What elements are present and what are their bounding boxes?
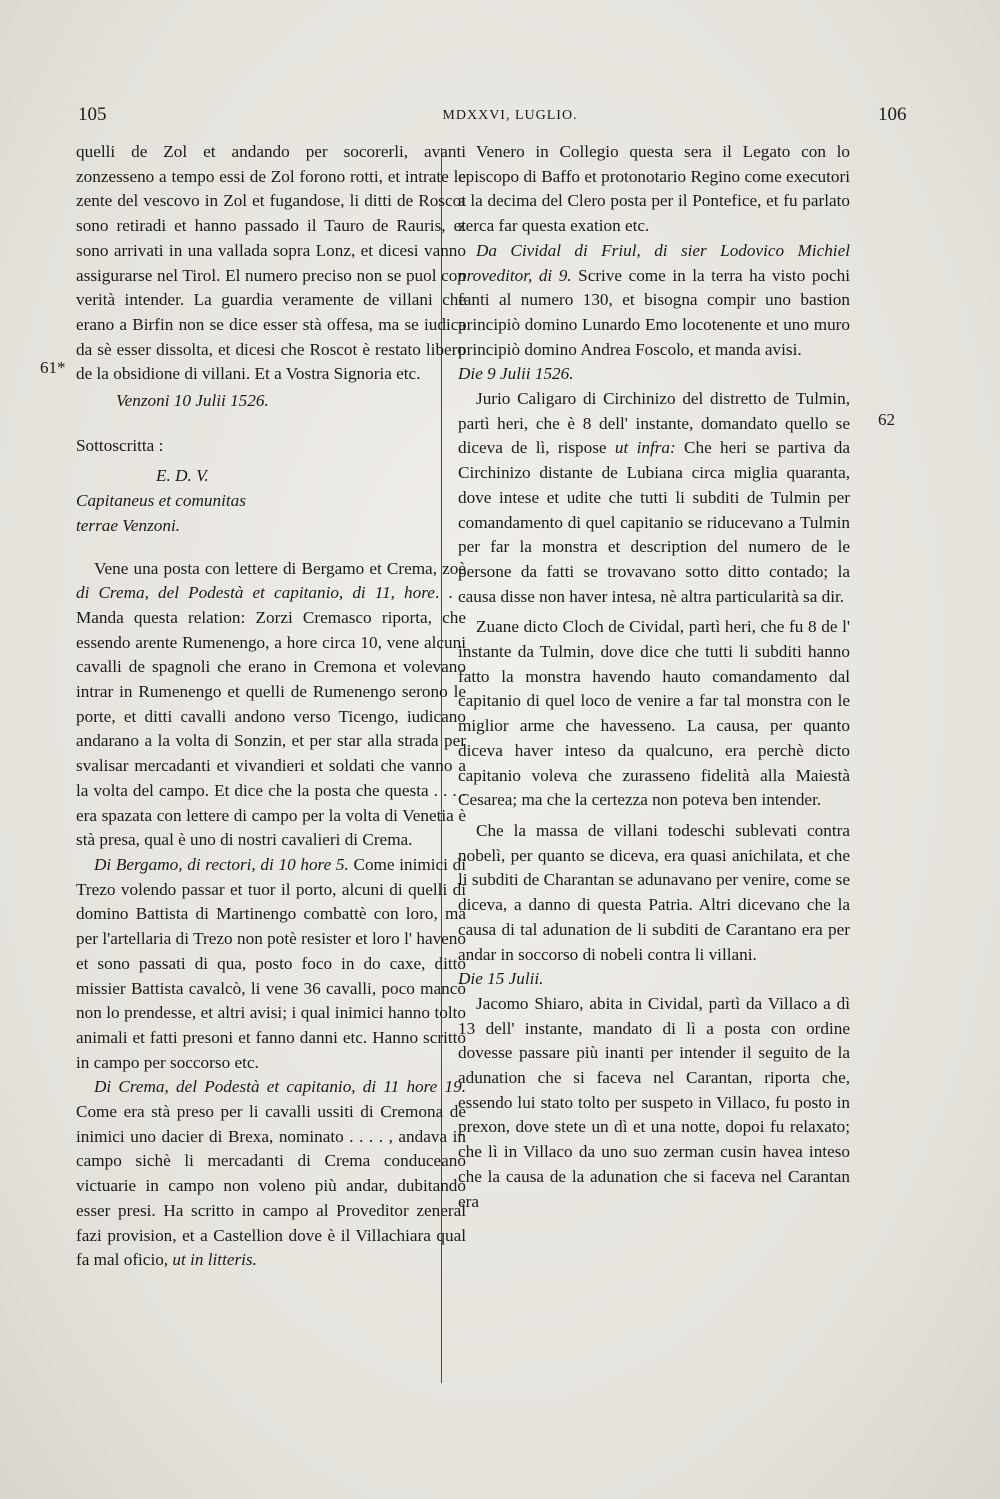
margin-number-right: 62 [878, 410, 895, 429]
section-date: Die 9 Julii 1526. [458, 364, 574, 384]
paragraph: Jurio Caligaro di Circhinizo del distretto de Tulmin, partì heri, che è 8 dell' instante, domandato quello se diceva de lì, rispose ut infra: Che heri se partiva da Circhinizo distante de Lubiana circa miglia quaranta, dove intese et udite che tutti li subditi de Tulmin per comandamento di quel capitanio se riducevano a Tulmin per far la monstra et description del numero de le persone da fatti se trovavano sotto ditto contado; la causa disse non haver intesa, nè altra particularità sa dir. [458, 389, 850, 606]
paragraph: Da Cividal di Friul, di sier Lodovico Michiel proveditor, di 9. Scrive come in la terra ha visto pochi fanti al numero 130, et bisogna compir uno bastion principiò domino Lunardo Emo locotenente et uno muro principiò domino Andrea Foscolo, et manda avisi. [458, 240, 851, 359]
running-title: MDXXVI, LUGLIO. [442, 108, 578, 123]
page-number-right: 106 [878, 104, 907, 125]
paragraph: Di Crema, del Podestà et capitanio, di 11 hore 19. Come era stà preso per li cavalli ussiti di Cremona de inimici uno dacier di Brexa, nominato . . . . , andava in campo sichè li mercadanti di Crema conduceano victuarie in campo non voleno più andar, dubitando esser presi. Ha scritto in campo al Proveditor zeneral fazi provision, et a Castellion dove è il Villachiara qual fa mal oficio, ut in litteris. [76, 1077, 466, 1270]
left-column [76, 140, 466, 1273]
margin-number-left: 61* [40, 358, 66, 377]
signature-line: terrae Venzoni. [76, 515, 181, 535]
page-number-left: 105 [78, 104, 107, 125]
subscription-label: Sottoscritta : [76, 435, 164, 455]
paragraph: Jacomo Shiaro, abita in Cividal, partì da Villaco a dì 13 dell' instante, mandato di lì a posta con ordine dovesse passare più inanti per intender il seguito de la adunation che si faceva nel Carantan, riporta che, essendo lui stato tolto per suspeto in Villaco, fu posto in prexon, dove stete un dì et una notte, dopoi fu relaxato; che lì in Villaco da uno suo zerman cusin havea inteso che la causa de la adunation che si faceva nel Carantan era [458, 993, 850, 1211]
signature-initials: E. D. V. [156, 466, 209, 486]
paragraph: Vene una posta con lettere di Bergamo et Crema, zoè di Crema, del Podestà et capitanio, di 11, hore. . . Manda questa relation: Zorzi Cremasco riporta, che essendo arente Rumenengo, a hore circa 10, vene alcuni cavalli de spagnoli che erano in Cremona et volevano intrar in Rumenengo et quelli de Rumenengo serono le porte, et ditti cavalli andono verso Ticengo, iudicano andarano a la volta di Sonzin, et per star alla strada per svalisar mercadanti et vivandieri et soldati che vanno a la volta del campo. Et dice che la posta che questa . . . . era spazata con lettere di campo per la volta di Venetia è stà presa, qual è uno di nostri cavalieri di Crema. [76, 558, 466, 850]
paragraph: Che la massa de villani todeschi sublevati contra nobelì, per quanto se diceva, era quasi anichilata, et che li subditi de Charantan se adunavano per venire, come se diceva, a danno di questa Patria. Altri dicevano che la causa di tal adunation de li subditi de Carantano era per andar in soccorso di nobeli contra li villani. [458, 820, 850, 964]
letter-date: Venzoni 10 Julii 1526. [116, 391, 269, 411]
section-date: Die 15 Julii. [458, 969, 544, 989]
paragraph: quelli de Zol et andando per socorerli, avanti zonzesseno a tempo essi de Zol forono rotti, et intrate le zente del vescovo in Zol et fugandose, li ditti de Roscot sono retiradi et hanno passado il Tauro de Rauris, et sono arrivati in una vallada sopra Lonz, et dicesi vanno assigurarse nel Tirol. El numero preciso non se puol con verità intender. La guardia veramente de villani che erano a Birfin non se dice esser stà offesa, ma se iudica da sè esser dissolta, et dicesi che Roscot è restato libero de la obsidione di villani. Et a Vostra Signoria etc. [76, 142, 466, 384]
signature-line: Capitaneus et comunitas [76, 491, 246, 511]
right-column [458, 140, 850, 1214]
paragraph: Venero in Collegio questa sera il Legato con lo episcopo di Baffo et protonotario Regino come executori a la decima del Clero posta per il Pontefice, et fu parlato zerca far questa exation etc. [458, 142, 850, 236]
paragraph: Di Bergamo, di rectori, di 10 hore 5. Come inimici di Trezo volendo passar et tuor il porto, alcuni di quelli di domino Battista di Martinengo combattè con loro, ma per l'artellaria di Trezo non potè resister et loro l' haveno et sono passati di qua, posto foco in do caxe, ditto missier Battista cavalcò, li vene 36 cavalli, poco mancò non lo prendesse, et altri avisi; i qual inimici hanno tolto animali et fatti presoni et fanno danni etc. Hanno scritto in campo per soccorso etc. [76, 854, 466, 1072]
paragraph: Zuane dicto Cloch de Cividal, partì heri, che fu 8 de l' instante da Tulmin, dove dice che tutti li subditi hanno fatto la monstra havendo hauto comandamento dal capitanio di quel loco de venire a far tal monstra con le miglior arme che havesseno. La causa, per quanto diceva haver inteso da qualcuno, era perchè dicto capitanio voleva che zurasseno fidelità alla Maiestà Cesarea; ma che la certezza non poteva ben intender. [458, 617, 850, 810]
